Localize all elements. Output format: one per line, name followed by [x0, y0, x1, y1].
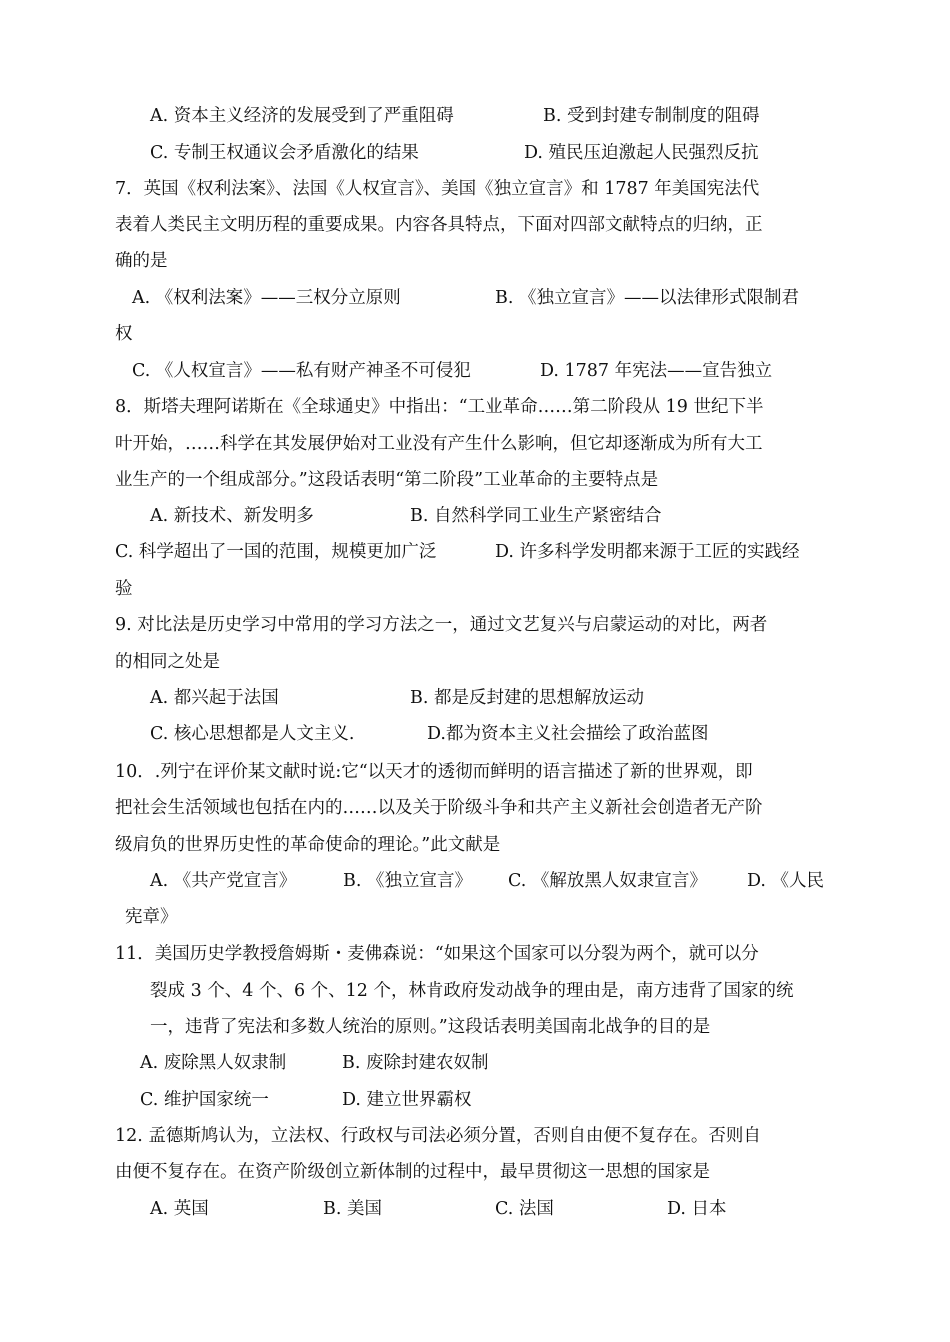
- q8-option-d: D. 许多科学发明都来源于工匠的实践经: [495, 542, 800, 562]
- q9-option-c: C. 核心思想都是人文主义.: [150, 724, 355, 744]
- q6-option-c: C. 专制王权通议会矛盾激化的结果: [150, 143, 419, 163]
- q10-option-d-continued: 宪章》: [125, 907, 178, 927]
- q12-stem-line-2: 由便不复存在。在资产阶级创立新体制的过程中，最早贯彻这一思想的国家是: [115, 1162, 710, 1182]
- q10-option-a: A. 《共产党宣言》: [150, 871, 297, 891]
- q11-option-c: C. 维护国家统一: [140, 1090, 269, 1110]
- q10-option-d: D. 《人民: [747, 871, 825, 891]
- q7-option-b: B. 《独立宣言》——以法律形式限制君: [495, 288, 799, 308]
- q11-option-d: D. 建立世界霸权: [342, 1090, 472, 1110]
- q12-option-c: C. 法国: [495, 1199, 554, 1219]
- q11-option-a: A. 废除黑人奴隶制: [140, 1053, 287, 1073]
- q10-option-c: C. 《解放黑人奴隶宣言》: [508, 871, 707, 891]
- q8-option-b: B. 自然科学同工业生产紧密结合: [410, 506, 662, 526]
- q8-option-a: A. 新技术、新发明多: [150, 506, 314, 526]
- q6-option-b: B. 受到封建专制制度的阻碍: [543, 106, 760, 126]
- q7-option-d: D. 1787 年宪法——宣告独立: [540, 361, 773, 381]
- q6-option-a: A. 资本主义经济的发展受到了严重阻碍: [150, 106, 454, 126]
- q9-option-b: B. 都是反封建的思想解放运动: [410, 688, 644, 708]
- q12-option-a: A. 英国: [150, 1199, 209, 1219]
- q8-option-c: C. 科学超出了一国的范围，规模更加广泛: [115, 542, 437, 562]
- q11-option-b: B. 废除封建农奴制: [342, 1053, 489, 1073]
- q9-option-a: A. 都兴起于法国: [150, 688, 279, 708]
- q7-stem-line-1: 7．英国《权利法案》、法国《人权宣言》、美国《独立宣言》和 1787 年美国宪法代: [115, 179, 760, 199]
- q11-stem-line-1: 11．美国历史学教授詹姆斯・麦佛森说：“如果这个国家可以分裂为两个，就可以分: [115, 944, 759, 964]
- q8-option-d-continued: 验: [115, 579, 133, 599]
- q12-stem-line-1: 12. 孟德斯鸠认为，立法权、行政权与司法必须分置，否则自由便不复存在。否则自: [115, 1126, 761, 1146]
- q11-stem-line-3: 一，违背了宪法和多数人统治的原则。”这段话表明美国南北战争的目的是: [150, 1017, 711, 1037]
- q10-option-b: B. 《独立宣言》: [343, 871, 472, 891]
- q8-stem-line-2: 叶开始，……科学在其发展伊始对工业没有产生什么影响，但它却逐渐成为所有大工: [115, 434, 763, 454]
- q7-option-b-continued: 权: [115, 324, 133, 344]
- q6-option-d: D. 殖民压迫激起人民强烈反抗: [524, 143, 759, 163]
- q8-stem-line-1: 8．斯塔夫理阿诺斯在《全球通史》中指出：“工业革命……第二阶段从 19 世纪下半: [115, 397, 764, 417]
- q10-stem-line-1: 10．.列宁在评价某文献时说:它“以天才的透彻而鲜明的语言描述了新的世界观，即: [115, 762, 753, 782]
- q7-option-a: A. 《权利法案》——三权分立原则: [132, 288, 401, 308]
- q9-stem-line-1: 9. 对比法是历史学习中常用的学习方法之一，通过文艺复兴与启蒙运动的对比，两者: [115, 615, 768, 635]
- q12-option-d: D. 日本: [667, 1199, 727, 1219]
- q9-option-d: D.都为资本主义社会描绘了政治蓝图: [427, 724, 709, 744]
- q9-stem-line-2: 的相同之处是: [115, 652, 220, 672]
- q10-stem-line-3: 级肩负的世界历史性的革命使命的理论。”此文献是: [115, 835, 501, 855]
- q8-stem-line-3: 业生产的一个组成部分。”这段话表明“第二阶段”工业革命的主要特点是: [115, 470, 659, 490]
- q11-stem-line-2: 裂成 3 个、4 个、6 个、12 个，林肯政府发动战争的理由是，南方违背了国家的统: [150, 981, 794, 1001]
- q7-stem-line-3: 确的是: [115, 251, 168, 271]
- q12-option-b: B. 美国: [323, 1199, 382, 1219]
- q7-option-c: C. 《人权宣言》——私有财产神圣不可侵犯: [132, 361, 471, 381]
- q7-stem-line-2: 表着人类民主文明历程的重要成果。内容各具特点，下面对四部文献特点的归纳，正: [115, 215, 763, 235]
- q10-stem-line-2: 把社会生活领域也包括在内的……以及关于阶级斗争和共产主义新社会创造者无产阶: [115, 798, 763, 818]
